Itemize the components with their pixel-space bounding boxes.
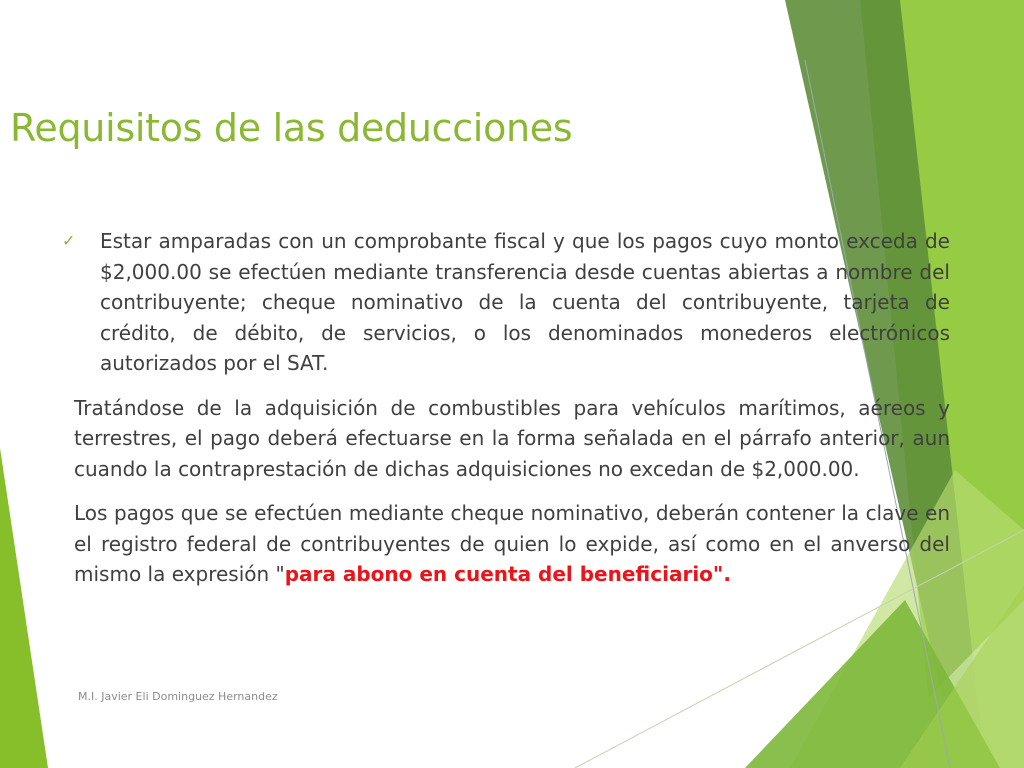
paragraph-cheque-text: Los pagos que se efectúen mediante cheque nominativo, deberán contener la clave en el registro federal de contribuyentes de quien lo expide, así como en el anverso del mismo la expresión " bbox=[74, 501, 950, 586]
paragraph-combustibles: Tratándose de la adquisición de combustibles para vehículos marítimos, aéreos y terrestres, el pago deberá efectuarse en la forma señalada en el párrafo anterior, aun cuando la contraprestación de dichas adquisiciones no excedan de $2,000.00. bbox=[74, 395, 950, 481]
slide-body bbox=[62, 226, 950, 590]
left-green-wedge bbox=[0, 448, 48, 768]
footer-author: M.I. Javier Eli Dominguez Hernandez bbox=[78, 690, 278, 703]
bullet-text: Estar amparadas con un comprobante fiscal y que los pagos cuyo monto exceda de $2,000.00 se efectúen mediante transferencia desde cuentas abiertas a nombre del contribuyente; cheque nominativo de la cuenta del contribuyente, tarjeta de crédito, de débito, de servicios, o los denominados monederos electrónicos autorizados por el SAT. bbox=[100, 229, 950, 375]
slide-title: Requisitos de las deducciones bbox=[10, 106, 573, 150]
bullet-item bbox=[62, 226, 950, 379]
checkmark-icon: ✓ bbox=[62, 231, 76, 250]
highlight-text: para abono en cuenta del beneficiario". bbox=[284, 562, 731, 586]
paragraph-cheque bbox=[74, 498, 950, 590]
